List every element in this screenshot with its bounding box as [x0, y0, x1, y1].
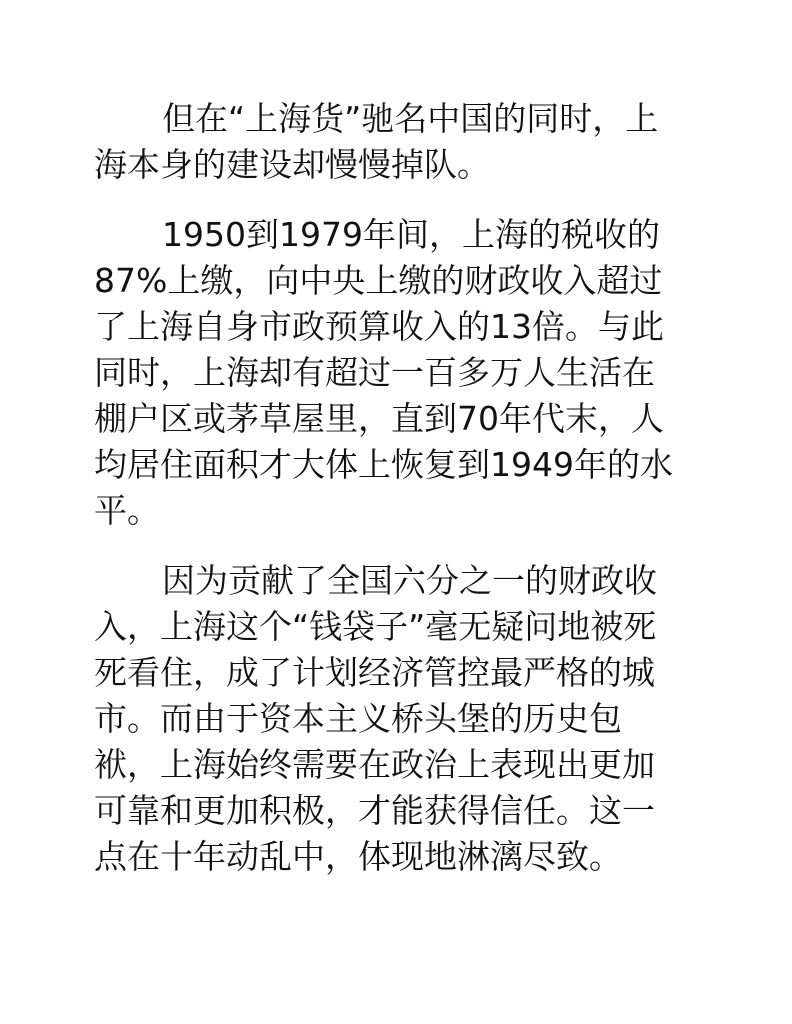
- article-body: [94, 96, 694, 904]
- paragraph-1: [94, 96, 694, 188]
- text-line: 因为贡献了全国六分之一的财政收: [162, 561, 657, 600]
- text-line: 可靠和更加积极，才能获得信任。这一: [94, 791, 655, 830]
- paragraph-3: [94, 558, 694, 880]
- text-line: 平。: [94, 491, 160, 530]
- text-line: 入，上海这个“钱袋子”毫无疑问地被死: [94, 607, 657, 646]
- text-line: 了上海自身市政预算收入的13倍。与此: [94, 307, 664, 346]
- text-line: 但在“上海货”驰名中国的同时，上: [162, 99, 659, 138]
- text-line: 袱，上海始终需要在政治上表现出更加: [94, 745, 655, 784]
- text-line: 市。而由于资本主义桥头堡的历史包: [94, 699, 622, 738]
- text-line: 均居住面积才大体上恢复到1949年的水: [94, 445, 673, 484]
- text-line: 同时，上海却有超过一百多万人生活在: [94, 353, 655, 392]
- text-line: 棚户区或茅草屋里，直到70年代末，人: [94, 399, 664, 438]
- text-line: 87%上缴，向中央上缴的财政收入超过: [94, 261, 663, 300]
- text-line: 点在十年动乱中，体现地淋漓尽致。: [94, 837, 622, 876]
- text-line: 1950到1979年间，上海的税收的: [162, 215, 660, 254]
- paragraph-2: [94, 212, 694, 534]
- text-line: 死看住，成了计划经济管控最严格的城: [94, 653, 655, 692]
- text-line: 海本身的建设却慢慢掉队。: [94, 145, 490, 184]
